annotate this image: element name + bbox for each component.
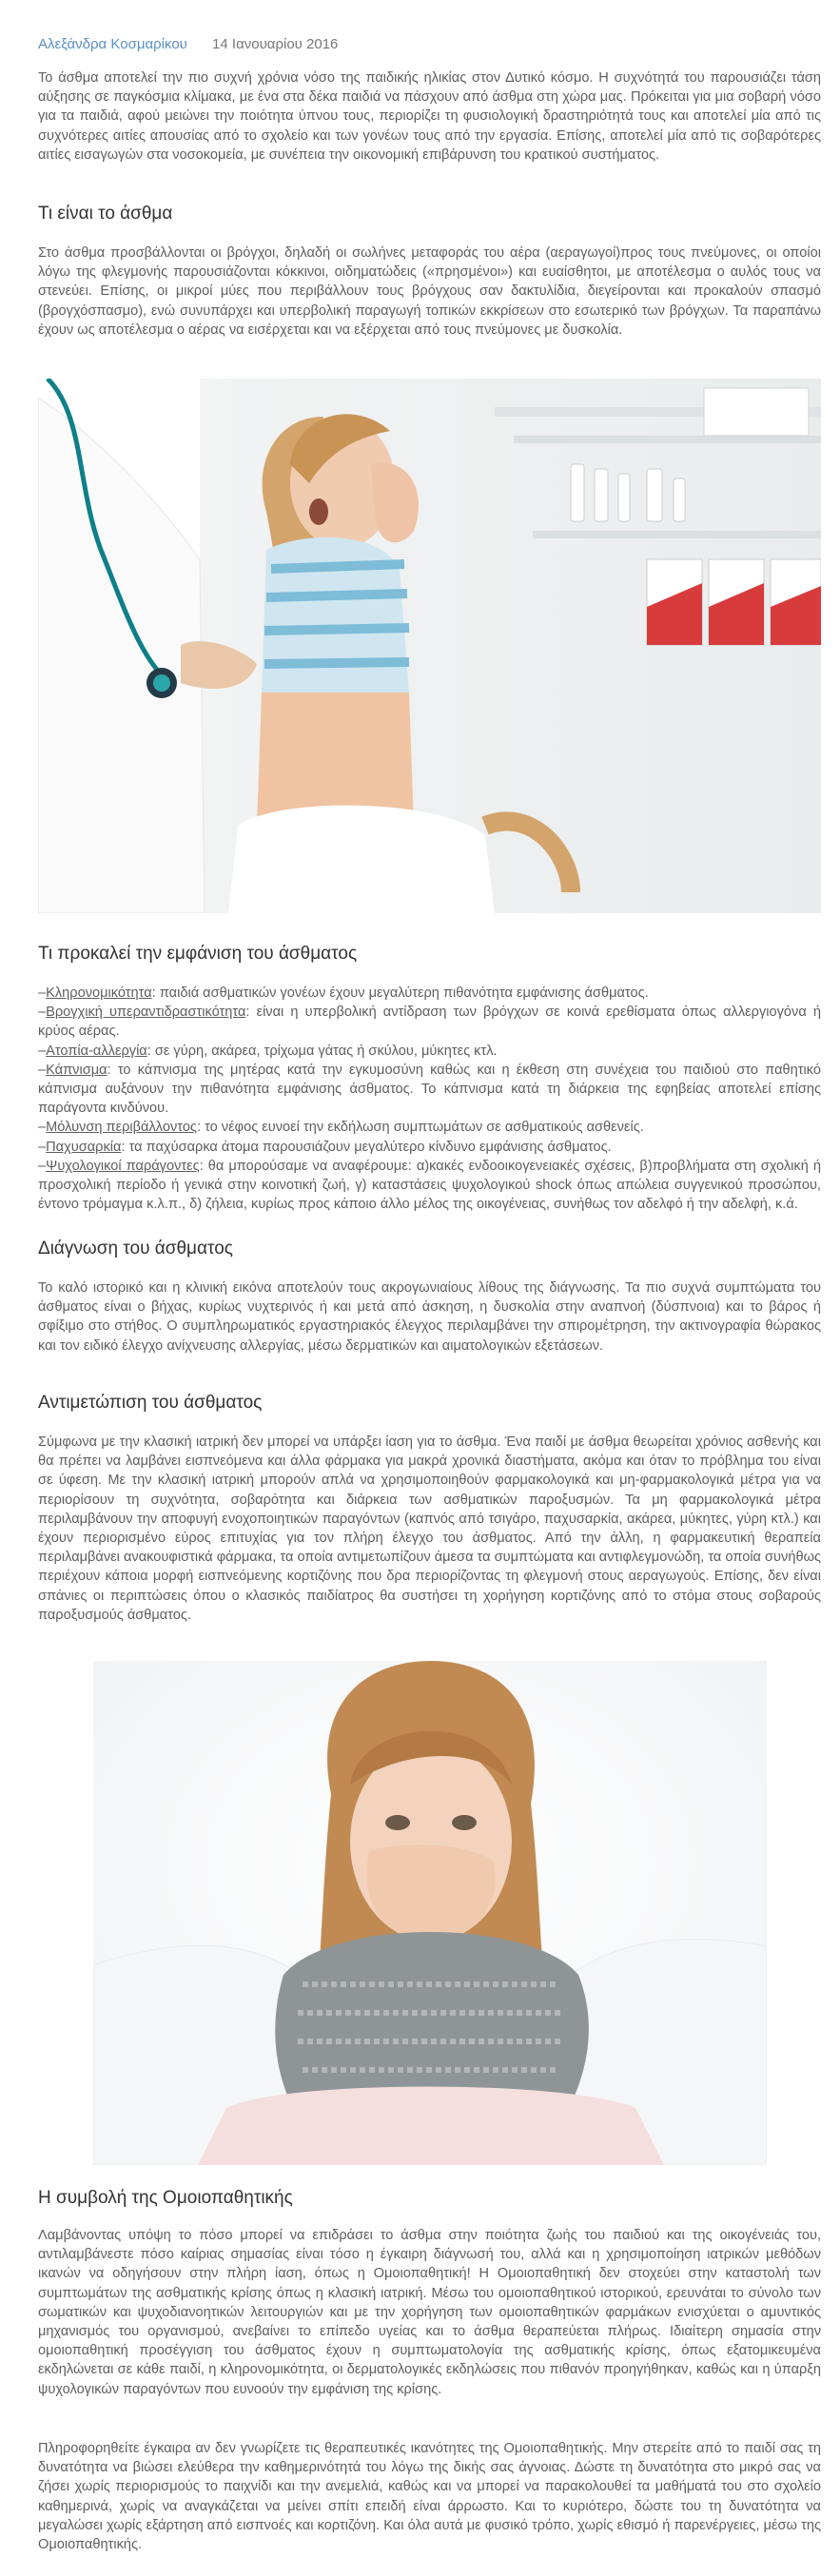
- section-heading-homeopathy: Η συμβολή της Ομοιοπαθητικής: [38, 2188, 293, 2208]
- girl-coughing-scarf-photo-icon: [93, 1661, 767, 2165]
- cause-term-link[interactable]: Ψυχολογικοί παράγοντες: [46, 1158, 200, 1174]
- doctor-examining-child-image: [38, 379, 821, 913]
- author-link[interactable]: Αλεξάνδρα Κοσμαρίκου: [38, 36, 187, 52]
- section-heading-treatment: Αντιμετώπιση του άσθματος: [38, 1393, 263, 1413]
- section-heading-causes: Τι προκαλεί την εμφάνιση του άσθματος: [38, 944, 358, 964]
- cause-term-link[interactable]: Παχυσαρκία: [46, 1139, 122, 1155]
- cause-term-link[interactable]: Ατοπία-αλλεργία: [46, 1043, 147, 1059]
- cause-desc: : είναι η υπερβολική αντίδραση των βρόγχων σε κοινά ερεθίσματα όπως αλλεργιογόνα ή κρύος αέρας.: [38, 1005, 821, 1040]
- causes-list: [38, 984, 821, 1214]
- doctor-examining-child-photo-icon: [38, 379, 821, 913]
- section-heading-diagnosis: Διάγνωση του άσθματος: [38, 1239, 233, 1259]
- what-paragraph: Στο άσθμα προσβάλλονται οι βρόγχοι, δηλαδή οι σωλήνες μεταφοράς του αέρα (αεραγωγοί)προς τους πνεύμονες, οι οποίοι λόγω της φλεγμονής παρουσιάζονται κόκκινοι, οιδηματώδεις («πρησμένοι») και ευαίσθητοι, με αποτέλεσμα ο αυλός τους να στενεύει. Επίσης, οι μικροί μύες που περιβάλλουν τους βρόγχους σαν δακτυλίδια, διεγείρονται και προκαλούν σπασμό (βρογχόσπασμο), ενώ συνυπάρχει και υπερβολική παραγωγή τοπικών εκκρίσεων στο εσωτερικό των βρόγχων. Τα παραπάνω έχουν ως αποτέλεσμα ο αέρας να εισέρχεται και να εξέρχεται από τους πνεύμονες με δυσκολία.: [38, 245, 821, 338]
- cause-term-link[interactable]: Μόλυνση περιβάλλοντος: [46, 1120, 197, 1136]
- cause-desc: : το κάπνισμα της μητέρας κατά την εγκυμοσύνη καθώς και η έκθεση στη συνέχεια του παιδιού στο παθητικό κάπνισμα αυξάνουν την πιθανότητα εμφάνισης άσθματος. Το κάπνισμα κατά τη διάρκεια της εφηβείας αποτελεί επίσης παράγοντα κινδύνου.: [38, 1062, 821, 1117]
- cause-term-link[interactable]: Κληρονομικότητα: [46, 986, 152, 1001]
- cause-item: –Ψυχολογικοί παράγοντες: θα μπορούσαμε να αναφέρουμε: α)κακές ενδοοικογενειακές σχέσεις, β)προβλήματα στη σχολική ή προσχολική περίοδο ή γενικά στην κοινοτική ζωή, γ) καταστάσεις ψυχολογικού shock όπως απώλεια συγγενικού προσώπου, έντονο τρόμαγμα κ.λ.π., δ) ζήλεια, κυρίως προς κάποιο άλλο μέλος της οικογένειας, συνήθως τον αδελφό ή την αδελφή, κ.ά.: [38, 1158, 821, 1213]
- homeopathy-paragraph-1: Λαμβάνοντας υπόψη το πόσο μπορεί να επιδράσει το άσθμα στην ποιότητα ζωής του παιδιού και της οικογένειάς του, αντιλαμβάνεστε πόσο καίριας σημασίας είναι τόσο η έγκαιρη διάγνωσή του, αλλά και η χρησιμοποίηση ιατρικών μεθόδων ικανών να οδηγήσουν στην πλήρη ίαση, όπως η Ομοιοπαθητική! Η Ομοιοπαθητική δεν στοχεύει στην καταστολή των συμπτωμάτων της ασθματικής κρίσης όπως η κλασική ιατρική. Μέσω του ομοιοπαθητικού ιστορικού, ερευνάται το σύνολο των σωματικών και ψυχοδιανοητικών λειτουργιών και με την χορήγηση των ομοιοπαθητικών φαρμάκων ενισχύεται ο αμυντικός μηχανισμός του οργανισμού, ανεβαίνει το επίπεδο υγείας και το άσθμα θεραπεύεται πλήρως. Ιδιαίτερη σημασία στην ομοιοπαθητική προσέγγιση του άσθματος έχουν η συμπτωματολογία της ασθματικής κρίσης, όπως εξατομικευμένα εκδηλώνεται σε κάθε παιδί, η κληρονομικότητα, οι δερματολογικές εκδηλώσεις που πιθανόν προηγήθηκαν, καθώς και η ύπαρξη ψυχολογικών παραγόντων που ευνοούν την εμφάνιση της κρίσης.: [38, 2228, 821, 2397]
- intro-paragraph: Το άσθμα αποτελεί την πιο συχνή χρόνια νόσο της παιδικής ηλικίας στον Δυτικό κόσμο. Η συχνότητά του παρουσιάζει τάση αύξησης σε παγκόσμια κλίμακα, με ένα στα δέκα παιδιά να πάσχουν από άσθμα στη χώρα μας. Πρόκειται για μια σοβαρή νόσο για τα παιδιά, αφού μειώνει την ποιότητα ύπνου τους, περιορίζει τη φυσιολογική δραστηριότητά τους και αποτελεί μία από τις συχνότερες αιτίες απουσίας από το σχολείο και των γονέων τους από την εργασία. Επίσης, αποτελεί μία από τις σοβαρότερες αιτίες εισαγωγών στα νοσοκομεία, με συνέπεια την οικονομική επιβάρυνση του κρατικού συστήματος.: [38, 70, 821, 163]
- cause-desc: : σε γύρη, ακάρεα, τρίχωμα γάτας ή σκύλου, μύκητες κτλ.: [147, 1043, 498, 1059]
- cause-item: –Κάπνισμα: το κάπνισμα της μητέρας κατά την εγκυμοσύνη καθώς και η έκθεση στη συνέχεια του παιδιού στο παθητικό κάπνισμα αυξάνουν την πιθανότητα εμφάνισης άσθματος. Το κάπνισμα κατά τη διάρκεια της εφηβείας αποτελεί επίσης παράγοντα κινδύνου.: [38, 1062, 821, 1117]
- diagnosis-paragraph: Το καλό ιστορικό και η κλινική εικόνα αποτελούν τους ακρογωνιαίους λίθους της διάγνωσης. Τα πιο συχνά συμπτώματα του άσθματος είναι ο βήχας, κυρίως νυχτερινός ή και μετά από άσκηση, η δυσκολία στην αναπνοή (δύσπνοια) και το βάρος ή σφίξιμο στο στήθος. Ο συμπληρωματικός εργαστηριακός έλεγχος περιλαμβάνει την σπιρομέτρηση, την ακτινογραφία θώρακος και τον ειδικό έλεγχο ανίχνευσης αλλεργίας, μέσω δερματικών και αιματολογικών εξετάσεων.: [38, 1280, 821, 1354]
- treatment-paragraph: Σύμφωνα με την κλασική ιατρική δεν μπορεί να υπάρξει ίαση για το άσθμα. Ένα παιδί με άσθμα θεωρείται χρόνιος ασθενής και θα πρέπει να λαμβάνει εισπνεόμενα και άλλα φάρμακα για μακρά χρονικά διαστήματα, ακόμα και όταν το πρόβλημα του είναι σε ύφεση. Με την κλασική ιατρική μπορούν απλά να χρησιμοποιηθούν φαρμακολογικά και μη-φαρμακολογικά μέτρα για να περιορίσουν τη συχνότητα, σοβαρότητα και διάρκεια των ασθματικών παροξυσμών. Τα μη φαρμακολογικά μέτρα περιλαμβάνουν την αποφυγή ενοχοποιητικών παραγόντων (καπνός από τσιγάρο, παχυσαρκία, ακάρεα, μύκητες, γύρη κτλ.) και έχουν περιορισμένο εύρος επιτυχίας για τον πλήρη έλεγχο του άσθματος. Από την άλλη, η φαρμακευτική θεραπεία περιλαμβάνει ανακουφιστικά φάρμακα, τα οποία αντιμετωπίζουν άμεσα τα συμπτώματα και αντιφλεγμονώδη, τα οποία συνήθως περιέχουν κάποια μορφή εισπνεόμενης κορτιζόνης που δρα περιορίζοντας τη φλεγμονή στους αεραγωγούς. Επίσης, δεν είναι σπάνιες οι περιπτώσεις όπου ο κλασικός παιδίατρος θα συστήσει τη χορήγηση κορτιζόνης από το στόμα στους σοβαρούς παροξυσμούς άσθματος.: [38, 1434, 821, 1623]
- homeopathy-paragraph-2: Πληροφορηθείτε έγκαιρα αν δεν γνωρίζετε τις θεραπευτικές ικανότητες της Ομοιοπαθητικής. Μην στερείτε από το παιδί σας τη δυνατότητα να βιώσει ελεύθερα την καθημερινότητά του λόγω της δικής σας άγνοιας. Δώστε τη δυνατότητα στο μικρό σας να ζήσει χωρίς περιορισμούς το παιχνίδι και την ανεμελιά, καθώς και να μπορεί να παρακολουθεί τα μαθήματά του στο σχολείο καθημερινά, χωρίς να αναγκάζεται να μείνει σπίτι επειδή είναι άρρωστο. Και το κυριότερο, δώστε του τη δυνατότητα να μεγαλώσει χωρίς εξάρτηση από εισπνοές και κορτιζόνη. Και όλα αυτά με φυσικό τρόπο, χωρίς εθισμό ή παρενέργειες, μέσω της Ομοιοπαθητικής.: [38, 2441, 821, 2553]
- cause-item: –Παχυσαρκία: τα παχύσαρκα άτομα παρουσιάζουν μεγαλύτερο κίνδυνο εμφάνισης άσθματος.: [38, 1139, 612, 1155]
- cause-term-link[interactable]: Κάπνισμα: [46, 1062, 107, 1078]
- cause-item: –Μόλυνση περιβάλλοντος: το νέφος ευνοεί την εκδήλωση συμπτωμάτων σε ασθματικούς ασθενείς.: [38, 1120, 644, 1136]
- cause-term-link[interactable]: Βρογχική υπεραντιδραστικότητα: [46, 1005, 246, 1021]
- cause-desc: : τα παχύσαρκα άτομα παρουσιάζουν μεγαλύτερο κίνδυνο εμφάνισης άσθματος.: [121, 1139, 612, 1155]
- cause-item: –Ατοπία-αλλεργία: σε γύρη, ακάρεα, τρίχωμα γάτας ή σκύλου, μύκητες κτλ.: [38, 1043, 498, 1059]
- cause-item: –Κληρονομικότητα: παιδιά ασθματικών γονέων έχουν μεγαλύτερη πιθανότητα εμφάνισης άσθματος.: [38, 986, 649, 1001]
- publish-date: 14 Ιανουαρίου 2016: [212, 36, 339, 52]
- cause-desc: : παιδιά ασθματικών γονέων έχουν μεγαλύτερη πιθανότητα εμφάνισης άσθματος.: [151, 986, 649, 1001]
- cause-item: –Βρογχική υπεραντιδραστικότητα: είναι η υπερβολική αντίδραση των βρόγχων σε κοινά ερεθίσματα όπως αλλεργιογόνα ή κρύος αέρας.: [38, 1005, 821, 1040]
- section-heading-what: Τι είναι το άσθμα: [38, 204, 173, 224]
- girl-coughing-image: [93, 1661, 767, 2165]
- cause-desc: : θα μπορούσαμε να αναφέρουμε: α)κακές ενδοοικογενειακές σχέσεις, β)προβλήματα στη σχολική ή προσχολική περίοδο ή γενικά στην κοινοτική ζωή, γ) καταστάσεις ψυχολογικού shock όπως απώλεια συγγενικού προσώπου, έντονο τρόμαγμα κ.λ.π., δ) ζήλεια, κυρίως προς κάποιο άλλο μέλος της οικογένειας, συνήθως τον αδελφό ή την αδελφή, κ.ά.: [38, 1158, 821, 1213]
- article-meta: [38, 36, 821, 52]
- cause-desc: : το νέφος ευνοεί την εκδήλωση συμπτωμάτων σε ασθματικούς ασθενείς.: [196, 1120, 644, 1136]
